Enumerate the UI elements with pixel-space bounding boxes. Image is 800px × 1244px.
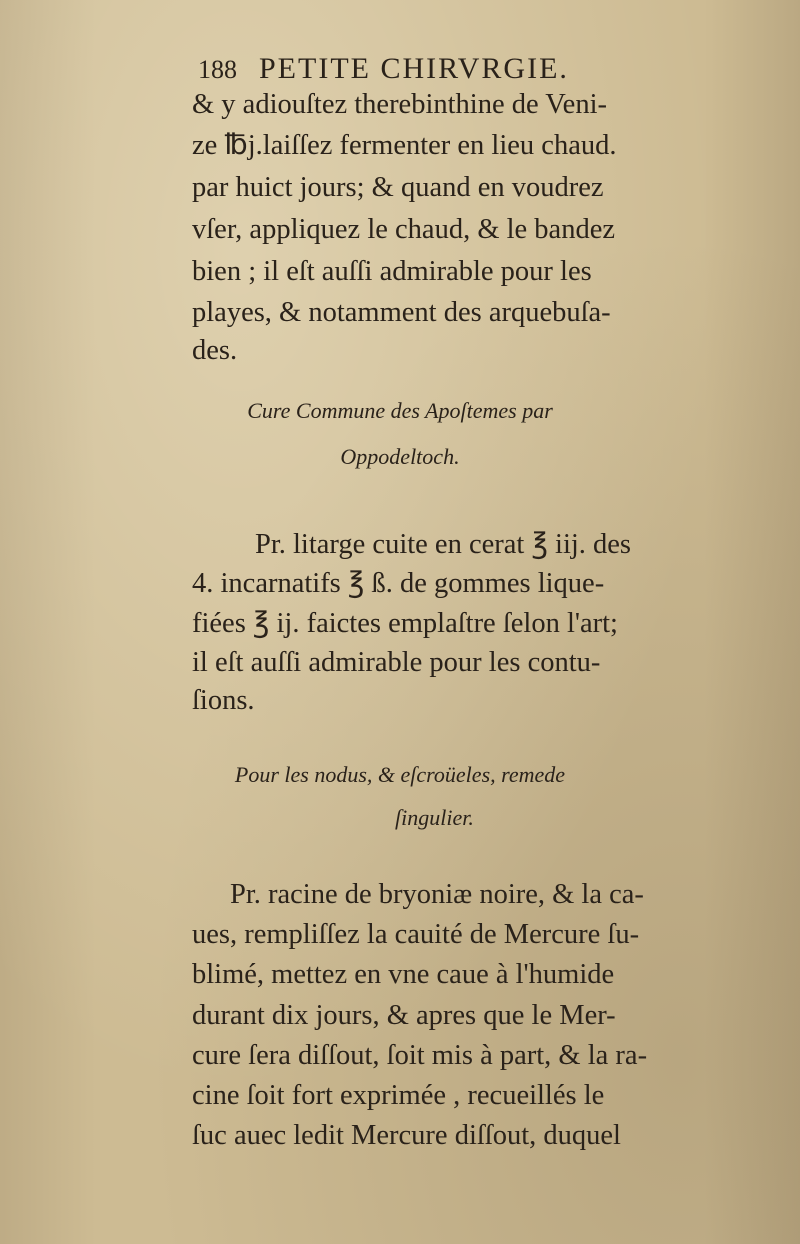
text-line: des.	[192, 335, 238, 366]
text-line: Pr. racine de bryoniæ noire, & la ca-	[230, 879, 644, 910]
text-line: bien ; il eſt auſſi admirable pour les	[192, 256, 592, 287]
text-line: ze ℔j.laiſſez fermenter en lieu chaud.	[192, 130, 617, 161]
text-line: durant dix jours, & apres que le Mer-	[192, 1000, 616, 1031]
text-line: blimé, mettez en vne caue à l'humide	[192, 959, 615, 990]
text-line: 4. incarnatifs ℥ ß. de gommes lique-	[192, 568, 605, 599]
text-line: par huict jours; & quand en voudrez	[192, 172, 604, 203]
text-line: cure ſera diſſout, ſoit mis à part, & la ra-	[192, 1040, 648, 1071]
running-title: PETITE CHIRVRGIE.	[259, 52, 569, 85]
text-line: playes, & notamment des arquebuſa-	[192, 297, 611, 328]
text-line: ſions.	[192, 685, 255, 716]
section-heading-nodus: Pour les nodus, & eſcroüeles, remede	[234, 762, 566, 787]
text-line: & y adiouſtez therebinthine de Veni-	[192, 89, 607, 120]
section-heading-apostemes: Cure Commune des Apoſtemes par	[247, 398, 553, 423]
page-number: 188	[198, 55, 237, 84]
text-line: Pr. litarge cuite en cerat ℥ iij. des	[255, 529, 632, 560]
text-line: ſuc auec ledit Mercure diſſout, duquel	[192, 1120, 621, 1151]
text-line: il eſt auſſi admirable pour les contu-	[192, 647, 601, 678]
text-line: cine ſoit fort exprimée , recueillés le	[192, 1080, 605, 1111]
text-line: fiées ℥ ij. faictes emplaſtre ſelon l'art;	[192, 608, 618, 639]
text-line: vſer, appliquez le chaud, & le bandez	[192, 214, 616, 245]
section-heading-nodus-2: ſingulier.	[395, 805, 474, 830]
text-line: ues, rempliſſez la cauité de Mercure ſu-	[192, 919, 640, 950]
page-header	[198, 52, 718, 86]
section-heading-apostemes-2: Oppodeltoch.	[340, 444, 460, 469]
